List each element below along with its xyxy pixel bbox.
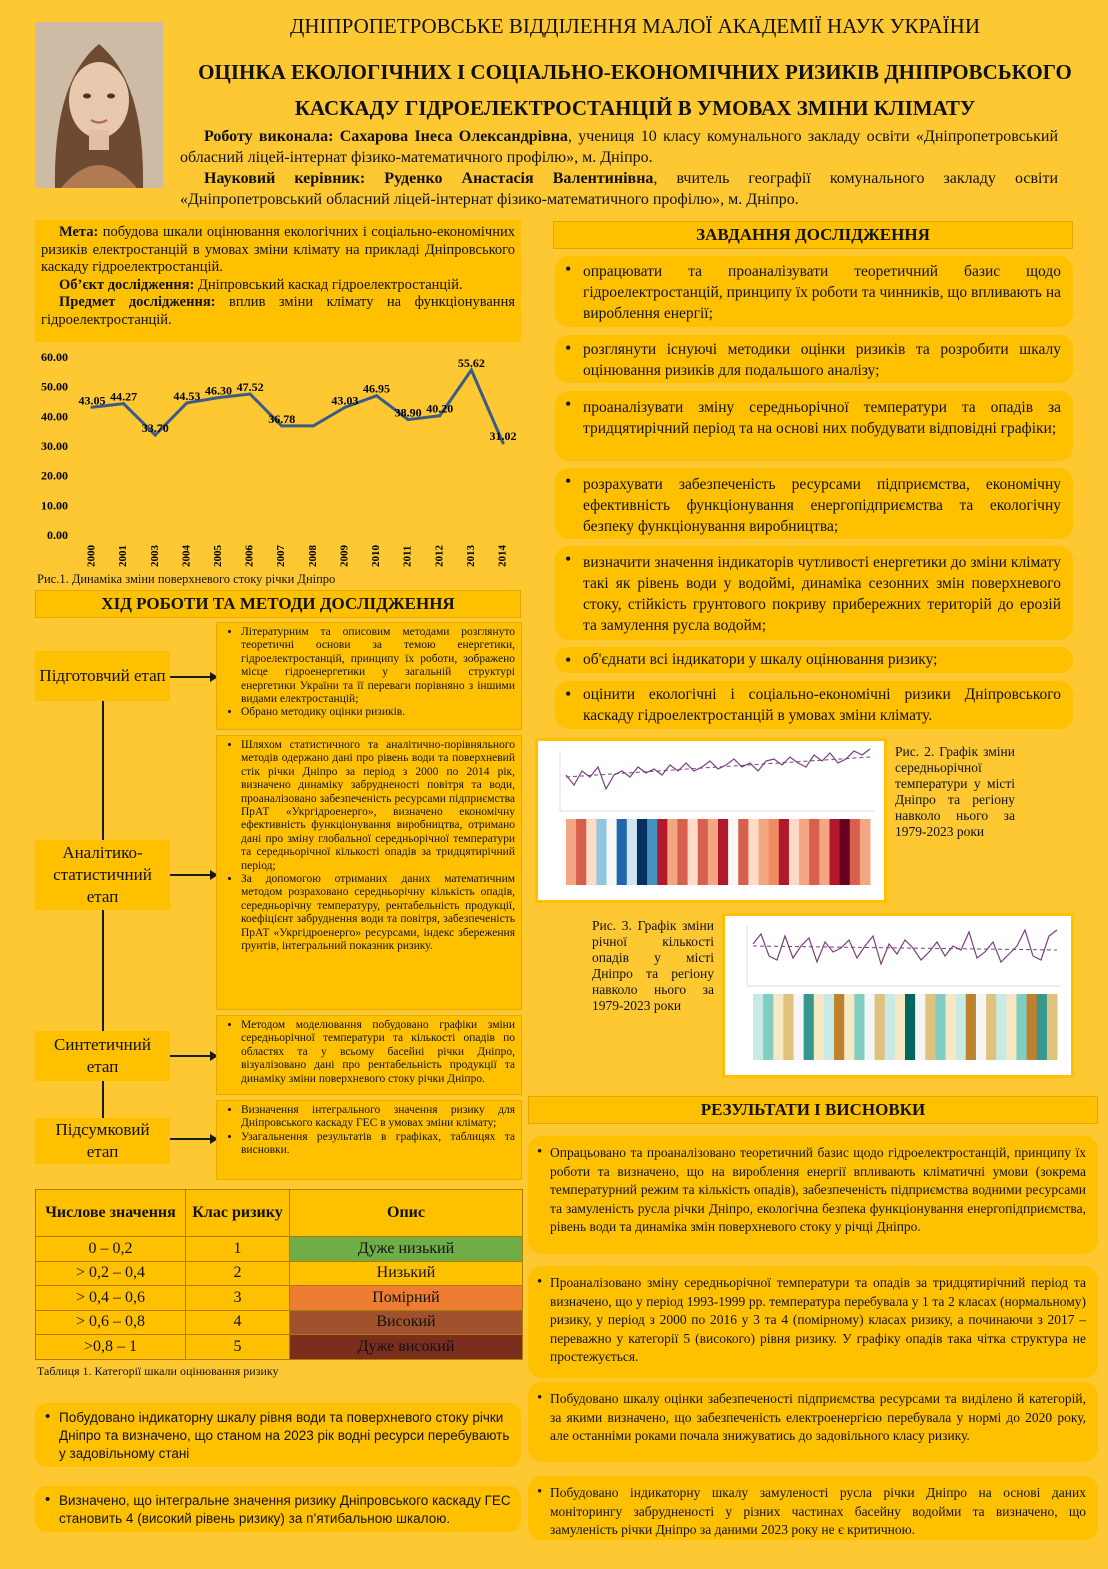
climate-stripe bbox=[905, 994, 916, 1060]
y-tick-label: 0.00 bbox=[47, 528, 68, 542]
climate-stripe bbox=[718, 819, 729, 885]
climate-stripe bbox=[783, 994, 794, 1060]
stage-synthetic: Синтетичний етап bbox=[35, 1031, 170, 1081]
climate-stripe bbox=[627, 819, 638, 885]
climate-stripe bbox=[708, 819, 719, 885]
methods-box-4: • Визначення інтегрального значення ризику для Дніпровського каскаду ГЕС в умовах зміни клімату; • Узагальнення результатів в графіках, таблицях та висновки. bbox=[216, 1100, 522, 1180]
y-tick-label: 30.00 bbox=[41, 439, 68, 453]
climate-stripe bbox=[759, 819, 770, 885]
climate-stripe bbox=[885, 994, 896, 1060]
y-tick-label: 40.00 bbox=[41, 409, 68, 424]
climate-stripe bbox=[976, 994, 987, 1060]
goal-block: Мета: побудова шкали оцінювання екологічних і соціально-економічних ризиків електростанцій в умовах зміни клімату на прикладі Дніпровського каскаду гідроелектростанцій. Об’єкт дослідження: Дніпровський каскад гідроелектростанцій. Предмет дослідження: вплив зміни клімату на функціонування гідроелектростанцій. bbox=[35, 220, 521, 342]
climate-stripe bbox=[566, 819, 577, 885]
climate-stripe bbox=[688, 819, 699, 885]
climate-stripe bbox=[607, 819, 618, 885]
methods-box-2: • Шляхом статистичного та аналітично-порівняльного методів одержано дані про рівень води та поверхневий стік річки Дніпро за період з 2000 по 2014 рік, визначено динаміку забрудненості повітря та води, проаналізовано забезпеченість ресурсами підприємства ПрАТ «Укргідроенерго», визначено економічну ефективність функціонування виробництва, отримано дані про зміну глобальної середньорічної температури та середньорічної кількості опадів за тридцятирічний період; • За допомогою отриманих даних математичним методом розраховано середньорічну кількість опадів, середньорічну температуру, рентабельність продукції, коефіцієнт забруднення води та повітря, забезпеченість ПрАТ «Укргідроенерго» ресурсами, індекс збереження ґрунтів, інтегральний показник ризику. bbox=[216, 735, 522, 1010]
data-label: 43.05 bbox=[78, 393, 106, 408]
table-cell-desc: Помірний bbox=[290, 1286, 523, 1311]
x-tick-label: 2001 bbox=[117, 545, 130, 567]
results-title: РЕЗУЛЬТАТИ І ВИСНОВКИ bbox=[528, 1096, 1098, 1124]
climate-stripe bbox=[814, 994, 825, 1060]
table-caption: Таблиця 1. Категорії шкали оцінювання ризику bbox=[37, 1364, 279, 1378]
flow-arrow bbox=[170, 1055, 212, 1057]
climate-stripe bbox=[779, 819, 790, 885]
data-point bbox=[312, 424, 315, 427]
climate-stripe bbox=[996, 994, 1007, 1060]
climate-stripe bbox=[1027, 994, 1038, 1060]
flow-arrow bbox=[102, 1081, 104, 1118]
climate-stripe bbox=[875, 994, 886, 1060]
climate-stripe bbox=[824, 994, 835, 1060]
table-header: Клас ризику bbox=[186, 1190, 290, 1237]
climate-stripe bbox=[946, 994, 957, 1060]
x-tick-label: 2006 bbox=[243, 545, 256, 567]
task-item: • розглянути існуючі методики оцінки ризиків та розробити шкалу оцінювання ризиків для подальшого аналізу; bbox=[555, 335, 1073, 383]
result-item: • Побудовано індикаторну шкалу замуленості русла річки Дніпро на основі даних моніторингу забрудненості у різних частинах басейну водойми та визначено, що замуленість річки Дніпро за даними 2023 року не є критичною. bbox=[528, 1476, 1098, 1540]
climate-stripe bbox=[966, 994, 977, 1060]
data-label: 44.27 bbox=[110, 389, 138, 404]
task-item: • розрахувати забезпеченість ресурсами підприємства, економічну ефективність функціонування енергопідприємства та екологічну безпеку функціонування виробництва; bbox=[555, 468, 1073, 539]
table-cell-class: 2 bbox=[186, 1261, 290, 1286]
table-cell-value: >0,8 – 1 bbox=[36, 1335, 186, 1360]
x-tick-label: 2008 bbox=[306, 545, 319, 567]
flow-arrow bbox=[102, 701, 104, 840]
table-header: Опис bbox=[290, 1190, 523, 1237]
table-cell-desc: Дуже високий bbox=[290, 1335, 523, 1360]
x-tick-label: 2012 bbox=[433, 545, 446, 567]
table-cell-value: 0 – 0,2 bbox=[36, 1237, 186, 1262]
climate-stripe bbox=[804, 994, 815, 1060]
climate-stripe bbox=[576, 819, 587, 885]
author-photo bbox=[35, 22, 163, 188]
methods-title: ХІД РОБОТИ ТА МЕТОДИ ДОСЛІДЖЕННЯ bbox=[35, 590, 521, 618]
climate-stripe bbox=[895, 994, 906, 1060]
climate-stripe bbox=[1037, 994, 1048, 1060]
x-tick-label: 2007 bbox=[275, 545, 288, 567]
climate-stripe bbox=[834, 994, 845, 1060]
climate-stripe bbox=[809, 819, 820, 885]
x-tick-label: 2005 bbox=[211, 545, 224, 567]
x-tick-label: 2003 bbox=[148, 545, 161, 567]
climate-stripe bbox=[799, 819, 810, 885]
methods-box-1: • Літературним та описовим методами розглянуто теоретичні основи за темою енергетики, гідроелектростанцій, принципу їх роботи, зображено місце гідроенергетики у загальній структурі енергетики України та її переваги порівняно з іншими видами електростанцій; • Обрано методику оцінки ризиків. bbox=[216, 622, 522, 730]
table-row bbox=[36, 1310, 523, 1335]
table-row bbox=[36, 1335, 523, 1360]
climate-stripe bbox=[915, 994, 926, 1060]
stage-final: Підсумковий етап bbox=[35, 1118, 170, 1164]
table-header: Числове значення bbox=[36, 1190, 186, 1237]
data-label: 46.30 bbox=[204, 383, 232, 398]
climate-stripe bbox=[769, 819, 780, 885]
climate-stripe bbox=[657, 819, 668, 885]
result-item: • Опрацьовано та проаналізовано теоретичний базис щодо гідроелектростанцій, принципу їх роботи та визначено, що на вироблення енергії впливають кліматичні умови (зокрема температурний режим та кількість опадів), забезпеченість підприємства водними ресурсами та замуленість русла річки Дніпро, екологічна безпека функціонування енергопідприємства, рівень води та динаміка змін поверхневого стоку у річці Дніпро. bbox=[528, 1136, 1098, 1254]
climate-stripe bbox=[956, 994, 967, 1060]
climate-stripe bbox=[1016, 994, 1027, 1060]
y-tick-label: 60.00 bbox=[41, 350, 68, 364]
data-label: 36.78 bbox=[268, 411, 296, 426]
climate-stripe bbox=[986, 994, 997, 1060]
climate-stripe bbox=[586, 819, 597, 885]
table-cell-desc: Дуже низький bbox=[290, 1237, 523, 1262]
x-tick-label: 2004 bbox=[180, 545, 193, 567]
data-label: 46.95 bbox=[363, 381, 391, 396]
flow-arrow bbox=[170, 1138, 212, 1140]
climate-stripe bbox=[789, 819, 800, 885]
x-tick-label: 2009 bbox=[338, 545, 351, 567]
climate-stripe bbox=[647, 819, 658, 885]
climate-stripe bbox=[596, 819, 607, 885]
supervisor-rest: , вчитель географії комунального закладу освіти «Дніпропетровський обласний ліцей-інтернат фізико-математичного профілю», м. Дніпро. bbox=[180, 170, 1059, 208]
data-label: 33.70 bbox=[141, 421, 169, 436]
climate-stripe bbox=[850, 819, 861, 885]
x-tick-label: 2010 bbox=[370, 545, 383, 567]
table-cell-value: > 0,6 – 0,8 bbox=[36, 1310, 186, 1335]
climate-stripe bbox=[748, 819, 759, 885]
data-label: 31.02 bbox=[489, 428, 517, 443]
table-row bbox=[36, 1261, 523, 1286]
data-label: 47.52 bbox=[236, 380, 264, 395]
climate-stripe bbox=[925, 994, 936, 1060]
runoff-line-chart bbox=[30, 345, 522, 573]
data-label: 38.90 bbox=[394, 405, 422, 420]
fig1-caption: Рис.1. Динаміка зміни поверхневого стоку річки Дніпро bbox=[37, 572, 336, 586]
climate-stripe bbox=[728, 819, 739, 885]
climate-stripe bbox=[819, 819, 830, 885]
result-item: • Проаналізовано зміну середньорічної температури та опадів за тридцятирічний період та визначено, що у період 1993-1999 рр. температура перебувала у 1 та 2 класах (нормальному) ризику, у період з 2000 по 2016 у 3 та 4 (помірному) класах ризику, а починаючи з 2017 – переважно у категорії 5 (високого) рівня ризику. У графіку опадів така чітка структура не простежується. bbox=[528, 1266, 1098, 1378]
climate-stripe bbox=[1006, 994, 1017, 1060]
flow-arrow bbox=[170, 676, 212, 678]
organization-title: ДНІПРОПЕТРОВСЬКЕ ВІДДІЛЕННЯ МАЛОЇ АКАДЕМІЇ НАУК УКРАЇНИ bbox=[290, 14, 980, 38]
bottom-left-item-2: • Визначено, що інтегральне значення ризику Дніпровського каскаду ГЕС становить 4 (високий рівень ризику) за п’ятибальною шкалою. bbox=[35, 1486, 521, 1532]
authors-block bbox=[180, 126, 1058, 210]
climate-stripe bbox=[677, 819, 688, 885]
table-cell-class: 5 bbox=[186, 1335, 290, 1360]
table-cell-desc: Низький bbox=[290, 1261, 523, 1286]
climate-stripe bbox=[617, 819, 628, 885]
climate-stripe bbox=[794, 994, 805, 1060]
climate-stripe bbox=[864, 994, 875, 1060]
result-item: • Побудовано шкалу оцінки забезпеченості підприємства ресурсами та виділено й категорій, за якими визначено, що забезпеченість електроенергією перебувала у нормі до 2020 року, але останніми роками почала знижуватись до задовільного класу ризику. bbox=[528, 1382, 1098, 1462]
table-cell-class: 3 bbox=[186, 1286, 290, 1311]
climate-stripe bbox=[860, 819, 871, 885]
table-row bbox=[36, 1286, 523, 1311]
y-tick-label: 20.00 bbox=[41, 468, 68, 483]
fig3-caption: Рис. 3. Графік зміни річної кількості опадів у місті Дніпро та регіону навколо нього за 1979-2023 роки bbox=[592, 918, 714, 1013]
risk-scale-table bbox=[35, 1189, 523, 1360]
data-label: 43.03 bbox=[331, 393, 359, 408]
climate-stripe bbox=[763, 994, 774, 1060]
flow-arrow bbox=[170, 874, 212, 876]
task-item: • визначити значення індикаторів чутливості енергетики до зміни клімату такі як рівень води у водоймі, динаміка сезонних змін поверхневого стоку, стійкість грунтового покриву прибережних територій до ерозій та замулення русла водойм; bbox=[555, 546, 1073, 640]
climate-stripe bbox=[753, 994, 764, 1060]
climate-stripe bbox=[829, 819, 840, 885]
climate-stripe bbox=[637, 819, 648, 885]
climate-stripe bbox=[840, 819, 851, 885]
data-label: 55.62 bbox=[457, 355, 485, 370]
climate-stripe bbox=[698, 819, 709, 885]
climate-stripe bbox=[1047, 994, 1058, 1060]
task-item: • оцінити екологічні і соціально-економічні ризики Дніпровського каскаду гідроелектростанцій в умовах зміни клімату. bbox=[555, 681, 1073, 729]
table-row bbox=[36, 1237, 523, 1262]
bottom-left-item-1: • Побудовано індикаторну шкалу рівня води та поверхневого стоку річки Дніпро та визначено, що станом на 2023 рік водні ресурси перебувають у задовільному стані bbox=[35, 1403, 521, 1467]
x-tick-label: 2011 bbox=[401, 545, 414, 567]
data-label: 40.20 bbox=[426, 401, 454, 416]
tasks-title: ЗАВДАННЯ ДОСЛІДЖЕННЯ bbox=[553, 221, 1073, 249]
y-tick-label: 50.00 bbox=[41, 379, 68, 394]
flow-arrow bbox=[102, 910, 104, 1031]
fig3-precipitation-chart bbox=[722, 913, 1074, 1078]
stage-analytical: Аналітико-статистичний етап bbox=[35, 840, 170, 910]
table-cell-value: > 0,4 – 0,6 bbox=[36, 1286, 186, 1311]
supervisor-label: Науковий керівник: Руденко Анастасія Валентинівна bbox=[204, 170, 654, 187]
stage-preparatory: Підготовчий етап bbox=[35, 651, 170, 701]
methods-box-3: • Методом моделювання побудовано графіки зміни середньорічної температури та кількості опадів по областях та у всьому басейні річки Дніпро, візуалізовано дані про рентабельність продукції та динаміку зміни поверхневого стоку річки Дніпро. bbox=[216, 1015, 522, 1095]
x-tick-label: 2013 bbox=[464, 545, 477, 567]
task-item: • проаналізувати зміну середньорічної температури та опадів за тридцятирічний період та на основі них побудувати відповідні графіки; bbox=[555, 391, 1073, 461]
fig2-caption: Рис. 2. Графік зміни середньорічної температури у місті Дніпро та регіону навколо нього за 1979-2023 роки bbox=[895, 744, 1015, 839]
table-cell-desc: Високий bbox=[290, 1310, 523, 1335]
climate-stripe bbox=[773, 994, 784, 1060]
x-tick-label: 2014 bbox=[496, 545, 509, 567]
climate-stripe bbox=[935, 994, 946, 1060]
poster-title: ОЦІНКА ЕКОЛОГІЧНИХ І СОЦІАЛЬНО-ЕКОНОМІЧНИХ РИЗИКІВ ДНІПРОВСЬКОГО КАСКАДУ ГІДРОЕЛЕКТРОСТАНЦІЙ В УМОВАХ ЗМІНИ КЛІМАТУ bbox=[198, 60, 1072, 120]
table-cell-class: 4 bbox=[186, 1310, 290, 1335]
climate-stripe bbox=[854, 994, 865, 1060]
task-item: • опрацювати та проаналізувати теоретичний базис щодо гідроелектростанцій, принципу їх роботи та чинників, що впливають на вироблення енергії; bbox=[555, 256, 1073, 327]
climate-stripe bbox=[738, 819, 749, 885]
climate-stripe bbox=[844, 994, 855, 1060]
fig2-temperature-chart bbox=[535, 738, 887, 903]
author-rest: , учениця 10 класу комунального закладу освіти «Дніпропетровський обласний ліцей-інтернат фізико-математичного профілю», м. Дніпро. bbox=[180, 128, 1059, 166]
data-label: 44.53 bbox=[173, 388, 201, 403]
task-item: • об'єднати всі індикатори у шкалу оцінювання ризику; bbox=[555, 647, 1073, 673]
climate-stripe bbox=[667, 819, 678, 885]
table-cell-value: > 0,2 – 0,4 bbox=[36, 1261, 186, 1286]
author-label: Роботу виконала: Сахарова Інеса Олександрівна bbox=[204, 128, 568, 145]
x-tick-label: 2000 bbox=[85, 545, 98, 567]
y-tick-label: 10.00 bbox=[41, 498, 68, 513]
table-cell-class: 1 bbox=[186, 1237, 290, 1262]
